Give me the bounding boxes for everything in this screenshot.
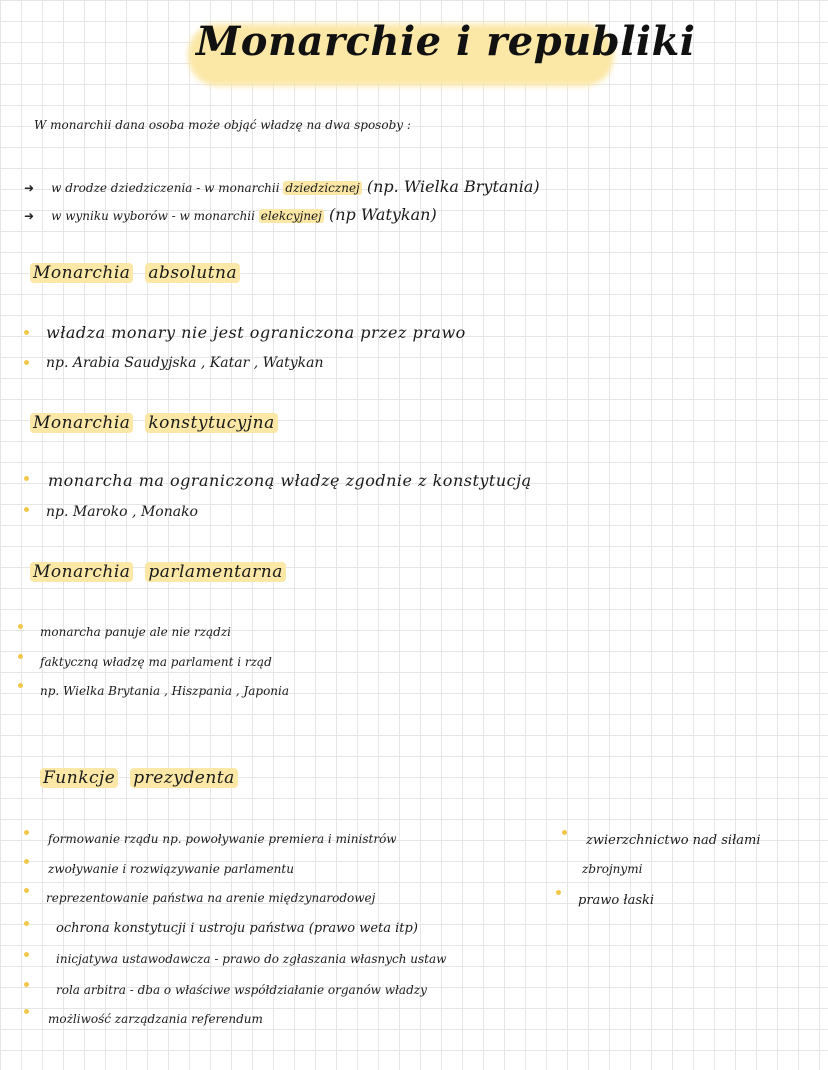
way-text-post: (np Watykan) [323,205,437,224]
list-item: inicjatywa ustawodawcza - prawo do zgłaszania własnych ustaw [56,952,447,966]
bullet-icon [24,1009,29,1014]
heading-word: Monarchia [30,263,133,283]
list-item: np. Wielka Brytania , Hiszpania , Japonia [40,684,290,698]
section-heading-prezydent [40,768,238,788]
bullet-icon [24,360,29,365]
arrow-right-icon: ➜ [24,209,35,223]
list-item-continued: zbrojnymi [582,862,643,876]
list-item: zwierzchnictwo nad siłami [586,833,761,848]
heading-word: Monarchia [30,413,133,433]
heading-word: parlamentarna [145,562,286,582]
bullet-icon [24,921,29,926]
list-item: władza monary nie jest ograniczona przez prawo [46,323,466,342]
list-item: możliwość zarządzania referendum [48,1012,263,1026]
way-text-post: (np. Wielka Brytania) [361,177,540,196]
way-text-highlight: dziedzicznej [285,181,360,195]
list-item: rola arbitra - dba o właściwe współdziałanie organów władzy [56,983,427,997]
bullet-icon [24,952,29,957]
list-item: monarcha panuje ale nie rządzi [40,625,232,639]
heading-word: Monarchia [30,562,133,582]
section-heading-absolutna [30,263,240,283]
list-item: monarcha ma ograniczoną władzę zgodnie z konstytucją [48,471,532,490]
section-heading-konstytucyjna [30,413,278,433]
bullet-icon [18,683,23,688]
way-text-pre: w drodze dziedziczenia - w monarchii [51,181,284,195]
way-text-highlight: elekcyjnej [260,209,322,223]
bullet-icon [24,830,29,835]
bullet-icon [24,859,29,864]
heading-word: konstytucyjna [145,413,277,433]
bullet-icon [18,624,23,629]
bullet-icon [24,476,29,481]
section-heading-parlamentarna [30,562,286,582]
bullet-icon [24,888,29,893]
bullet-icon [24,982,29,987]
list-item: zwoływanie i rozwiązywanie parlamentu [48,862,294,876]
heading-word: absolutna [145,263,240,283]
bullet-icon [24,507,29,512]
way-text-pre: w wyniku wyborów - w monarchii [51,209,259,223]
bullet-icon [556,890,561,895]
way-row-2 [24,205,437,224]
list-item: ochrona konstytucji i ustroju państwa (prawo weta itp) [56,921,418,936]
bullet-icon [18,654,23,659]
heading-word: Funkcje [40,768,118,788]
list-item: reprezentowanie państwa na arenie międzynarodowej [46,891,376,905]
bullet-icon [562,830,567,835]
heading-word: prezydenta [130,768,238,788]
list-item: np. Arabia Saudyjska , Katar , Watykan [46,355,324,371]
page-title: Monarchie i republiki [196,18,696,65]
list-item: prawo łaski [578,893,655,908]
intro-text: W monarchii dana osoba może objąć władzę na dwa sposoby : [34,118,411,132]
list-item: formowanie rządu np. powoływanie premiera i ministrów [48,832,397,846]
arrow-right-icon: ➜ [24,181,35,195]
list-item: np. Maroko , Monako [46,504,198,520]
list-item: faktyczną władzę ma parlament i rząd [40,655,272,669]
way-row-1 [24,177,540,196]
bullet-icon [24,330,29,335]
